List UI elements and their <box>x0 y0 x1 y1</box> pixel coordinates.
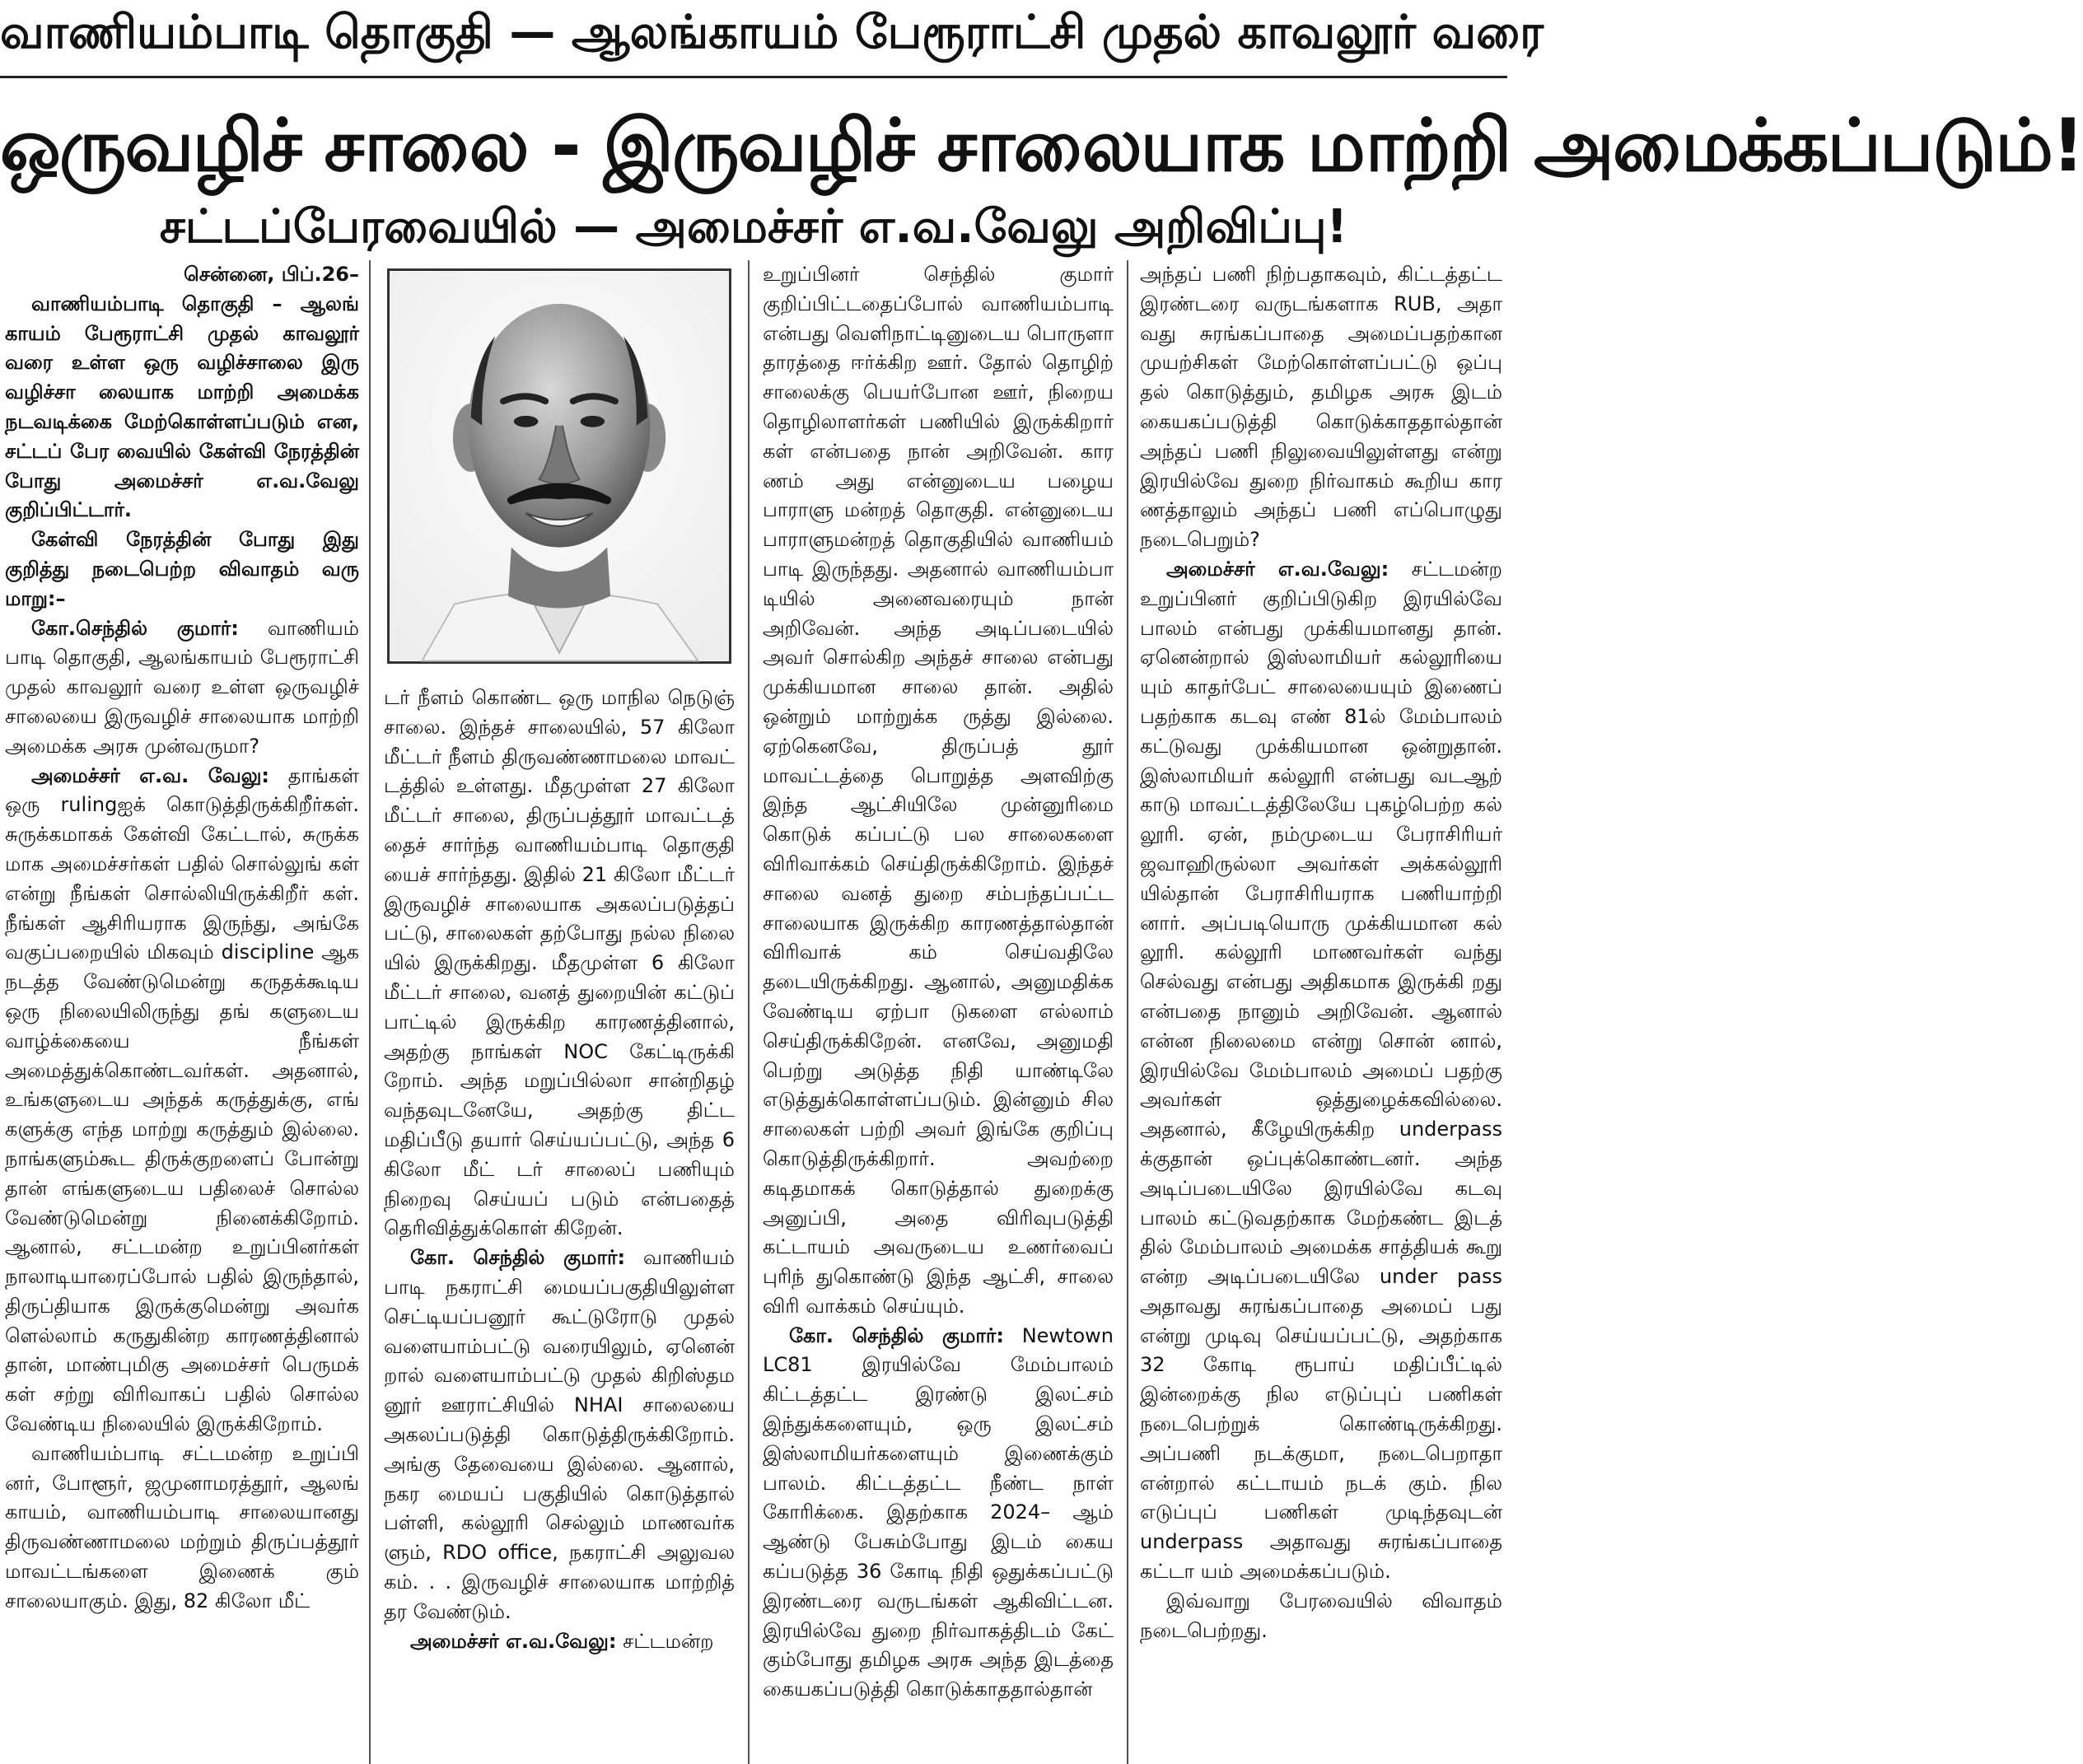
speaker-name: கோ. செந்தில் குமார்: <box>789 1323 1005 1347</box>
paragraph <box>763 1322 1114 1705</box>
article-column-4 <box>1140 260 1502 1764</box>
speech-text: சட்டமன்ற உறுப்பினர் குறிப்பிடுகிற இரயில்வே பாலம் என்பது முக்கியமானது தான். ஏனென்றால் இஸ்லாமியர் கல்லூரியை யும் காதர்பேட் சாலையையும் இணைப் பதற்காக கடவு எண் 81ல் மேம்பாலம் கட்டுவது முக்கியமான ஒன்றுதான். இஸ்லாமியர் கல்லூரி என்பது வடஆற் காடு மாவட்டத்திலேயே புகழ்பெற்ற கல் லூரி. ஏன், நம்முடைய பேராசிரியர் ஜவாஹிருல்லா அவர்கள் அக்கல்லூரி யில்தான் பேராசிரியராக பணியாற்றி னார். அப்படியொரு முக்கியமான கல் லூரி. கல்லூரி மாணவர்கள் வந்து செல்வது என்பது அதிகமாக இருக்கி றது என்பதை நானும் அறிவேன். ஆனால் என்ன நிலைமை என்று சொன் னால், இரயில்வே மேம்பாலம் அமைப் பதற்கு அவர்கள் ஒத்துழைக்கவில்லை. அதனால், கீழேயிருக்கிற underpass க்குதான் ஒப்புக்கொண்டனர். அந்த அடிப்படையிலே இரயில்வே கடவு பாலம் கட்டுவதற்காக மேற்கண்ட இடத் தில் மேம்பாலம் அமைக்க சாத்தியக் கூறு என்ற அடிப்படையிலே under pass அதாவது சுரங்கப்பாதை அமைப் பது என்று முடிவு செய்யப்பட்டு, அதற்காக 32 கோடி ரூபாய் மதிப்பீட்டில் இன்றைக்கு நில எடுப்புப் பணிகள் நடைபெற்றுக் கொண்டிருக்கிறது. அப்பணி நடக்குமா, நடைபெறாதா என்றால் கட்டாயம் நடக் கும். நில எடுப்புப் பணிகள் முடிந்தவுடன் underpass அதாவது சுரங்கப்பாதை கட்டா யம் அமைக்கப்படும். <box>1140 557 1502 1584</box>
headline: ஒருவழிச் சாலை - இருவழிச் சாலையாக மாற்றி அமைக்கப்படும்! <box>0 103 2083 188</box>
portrait-illustration <box>390 271 729 661</box>
column-divider <box>369 260 371 1764</box>
article-column-3 <box>763 260 1114 1764</box>
speech-text: Newtown LC81 இரயில்வே மேம்பாலம் கிட்டத்தட்ட இரண்டு இலட்சம் இந்துக்களையும், ஒரு இலட்சம் இஸ்லாமியர்களையும் இணைக்கும் பாலம். கிட்டத்தட்ட நீண்ட நாள் கோரிக்கை. இதற்காக 2024– ஆம் ஆண்டு பேசும்போது இடம் கைய கப்படுத்த 36 கோடி நிதி ஒதுக்கப்பட்டு இரண்டரை வருடங்கள் ஆகிவிட்டன. இரயில்வே துறை நிர்வாகத்திடம் கேட் கும்போது தமிழக அரசு அந்த இடத்தை கையகப்படுத்தி கொடுக்காததால்தான் <box>763 1323 1114 1701</box>
column-divider <box>748 260 750 1764</box>
speaker-name: அமைச்சர் எ.வ.வேலு: <box>410 1629 617 1653</box>
lead-paragraph-2: கேள்வி நேரத்தின் போது இது குறித்து நடைபெற்ற விவாதம் வரு மாறு:– <box>5 528 359 610</box>
paragraph <box>5 614 359 762</box>
paragraph: வாணியம்பாடி சட்டமன்ற உறுப்பி னர், போளூர், ஜமுனாமரத்தூர், ஆலங் காயம், வாணியம்பாடி சாலையானது திருவண்ணாமலை மற்றும் திருப்பத்தூர் மாவட்டங்களை இணைக் கும் சாலையாகும். இது, 82 கிலோ மீட் <box>5 1441 359 1612</box>
paragraph <box>5 762 359 1440</box>
lead-paragraph: வாணியம்பாடி தொகுதி – ஆலங் காயம் பேரூராட்சி முதல் காவலூர் வரை உள்ள ஒரு வழிச்சாலை இரு வழிச்சா லையாக மாற்றி அமைக்க நடவடிக்கை மேற்கொள்ளப்படும் என, சட்டப் பேர வையில் கேள்வி நேரத்தின் போது அமைச்சர் எ.வ.வேலு குறிப்பிட்டார். <box>5 292 359 522</box>
paragraph: உறுப்பினர் செந்தில் குமார் குறிப்பிட்டதைப்போல் வாணியம்பாடி என்பது வெளிநாட்டினுடைய பொருளா தாரத்தை ஈர்க்கிற ஊர். தோல் தொழிற் சாலைக்கு பெயர்போன ஊர், நிறைய தொழிலாளர்கள் பணியில் இருக்கிறார் கள் என்பதை நான் அறிவேன். கார ணம் அது என்னுடைய பழைய பாராளு மன்றத் தொகுதி. என்னுடைய பாராளுமன்றத் தொகுதியில் வாணியம் பாடி இருந்தது. அதனால் வாணியம்பா டியில் அனைவரையும் நான் அறிவேன். அந்த அடிப்படையில் அவர் சொல்கிற அந்தச் சாலை என்பது முக்கியமான சாலை தான். அதில் ஒன்றும் மாற்றுக்க ருத்து இல்லை. ஏற்கெனவே, திருப்பத் தூர் மாவட்டத்தை பொறுத்த அளவிற்கு இந்த ஆட்சியிலே முன்னுரிமை கொடுக் கப்பட்டு பல சாலைகளை விரிவாக்கம் செய்திருக்கிறோம். இந்தச் சாலை வனத் துறை சம்பந்தப்பட்ட சாலையாக இருக்கிற காரணத்தால்தான் விரிவாக் கம் செய்வதிலே தடையிருக்கிறது. ஆனால், அனுமதிக்க வேண்டிய ஏற்பா டுகளை எல்லாம் செய்திருக்கிறேன். எனவே, அனுமதி பெற்று அடுத்த நிதி யாண்டிலே எடுத்துக்கொள்ளப்படும். இன்னும் சில சாலைகள் பற்றி அவர் இங்கே குறிப்பு கொடுத்திருக்கிறார். அவற்றை கடிதமாகக் கொடுத்தால் துறைக்கு அனுப்பி, அதை விரிவுபடுத்தி கட்டாயம் அவருடைய உணர்வைப் புரிந் துகொண்டு இந்த ஆட்சி, சாலை விரி வாக்கம் செய்யும். <box>763 263 1114 1318</box>
speech-text: வாணியம் பாடி தொகுதி, ஆலங்காயம் பேரூராட்சி முதல் காவலூர் வரை உள்ள ஒருவழிச் சாலையை இருவழிச் சாலையாக மாற்றி அமைக்க அரசு முன்வருமா? <box>5 616 359 758</box>
article-column-2 <box>384 684 735 1764</box>
article-column-1 <box>5 260 359 1764</box>
subheadline: சட்டப்பேரவையில் — அமைச்சர் எ.வ.வேலு அறிவிப்பு! <box>159 200 1348 254</box>
paragraph <box>384 1244 735 1626</box>
paragraph <box>1140 555 1502 1587</box>
speaker-name: அமைச்சர் எ.வ.வேலு: <box>1166 557 1389 581</box>
speaker-name: கோ.செந்தில் குமார்: <box>31 616 239 640</box>
kicker-rule <box>0 76 1507 78</box>
paragraph: அந்தப் பணி நிற்பதாகவும், கிட்டத்தட்ட இரண்டரை வருடங்களாக RUB, அதா வது சுரங்கப்பாதை அமைப்பதற்கான முயற்சிகள் மேற்கொள்ளப்பட்டு ஒப்பு தல் கொடுத்தும், தமிழக அரசு இடம் கையகப்படுத்தி கொடுக்காததால்தான் அந்தப் பணி நிலுவையிலுள்ளது என்று இரயில்வே துறை நிர்வாகம் கூறிய கார ணத்தாலும் அந்தப் பணி எப்பொழுது நடைபெறும்? <box>1140 263 1502 552</box>
speech-text: வாணியம் பாடி நகராட்சி மையப்பகுதியிலுள்ள செட்டியப்பனூர் கூட்டுரோடு முதல் வளையாம்பட்டு வரையிலும், ஏனென் றால் வளையாம்பட்டு முதல் கிறிஸ்தம னூர் ஊராட்சியில் NHAI சாலையை அகலப்படுத்தி கொடுத்திருக்கிறோம். அங்கு தேவையை இல்லை. ஆனால், நகர மையப் பகுதியில் கொடுத்தால் பள்ளி, கல்லூரி செல்லும் மாணவர்க ளும், RDO office, நகராட்சி அலுவல கம். . . இருவழிச் சாலையாக மாற்றித் தர வேண்டும். <box>384 1246 735 1623</box>
column-divider <box>1127 260 1128 1764</box>
minister-portrait <box>387 268 731 664</box>
speech-text: தாங்கள் ஒரு rulingஐக் கொடுத்திருக்கிறீர்கள். சுருக்கமாகக் கேள்வி கேட்டால், சுருக்க மாக அமைச்சர்கள் பதில் சொல்லுங் கள் என்று நீங்கள் சொல்லியிருக்கிறீர் கள். நீங்கள் ஆசிரியராக இருந்து, அங்கே வகுப்பறையில் மிகவும் discipline ஆக நடத்த வேண்டுமென்று கருதக்கூடிய ஒரு நிலையிலிருந்து தங் களுடைய வாழ்க்கையை நீங்கள் அமைத்துக்கொண்டவர்கள். அதனால், உங்களுடைய அந்தக் கருத்துக்கு, எங் களுக்கு எந்த மாற்று கருத்தும் இல்லை. நாங்களும்கூட திருக்குறளைப் போன்று தான் எங்களுடைய பதிலைச் சொல்ல வேண்டுமென்று நினைக்கிறோம். ஆனால், சட்டமன்ற உறுப்பினர்கள் நாலாடியாரைப்போல் பதில் இருந்தால், திருப்தியாக இருக்குமென்று அவர்க ளெல்லாம் கருதுகின்ற காரணத்தினால் தான், மாண்புமிகு அமைச்சர் பெருமக் கள் சற்று விரிவாகப் பதில் சொல்ல வேண்டிய நிலையில் இருக்கிறோம். <box>5 763 359 1436</box>
paragraph: இவ்வாறு பேரவையில் விவாதம் நடைபெற்றது. <box>1140 1589 1502 1642</box>
speech-text: சட்டமன்ற <box>616 1629 714 1653</box>
dateline: சென்னை, பிப்.26– <box>184 263 359 286</box>
speaker-name: கோ. செந்தில் குமார்: <box>410 1246 626 1270</box>
paragraph: டர் நீளம் கொண்ட ஒரு மாநில நெடுஞ் சாலை. இந்தச் சாலையில், 57 கிலோ மீட்டர் நீளம் திருவண்ணாமலை மாவட் டத்தில் உள்ளது. மீதமுள்ள 27 கிலோ மீட்டர் சாலை, திருப்பத்தூர் மாவட்டத் தைச் சார்ந்த வாணியம்பாடி தொகுதி யைச் சார்ந்தது. இதில் 21 கிலோ மீட்டர் இருவழிச் சாலையாக அகலப்படுத்தப் பட்டு, சாலைகள் தற்போது நல்ல நிலை யில் இருக்கிறது. மீதமுள்ள 6 கிலோ மீட்டர் சாலை, வனத் துறையின் கட்டுப் பாட்டில் இருக்கிற காரணத்தினால், அதற்கு நாங்கள் NOC கேட்டிருக்கி றோம். அந்த மறுப்பில்லா சான்றிதழ் வந்தவுடனேயே, அதற்கு திட்ட மதிப்பீடு தயார் செய்யப்பட்டு, அந்த 6 கிலோ மீட் டர் சாலைப் பணியும் நிறைவு செய்யப் படும் என்பதைத் தெரிவித்துக்கொள் கிறேன். <box>384 686 735 1240</box>
speaker-name: அமைச்சர் எ.வ. வேலு: <box>31 763 270 787</box>
kicker-line: வாணியம்பாடி தொகுதி — ஆலங்காயம் பேரூராட்சி முதல் காவலூர் வரை <box>0 6 1544 59</box>
paragraph <box>384 1627 735 1657</box>
